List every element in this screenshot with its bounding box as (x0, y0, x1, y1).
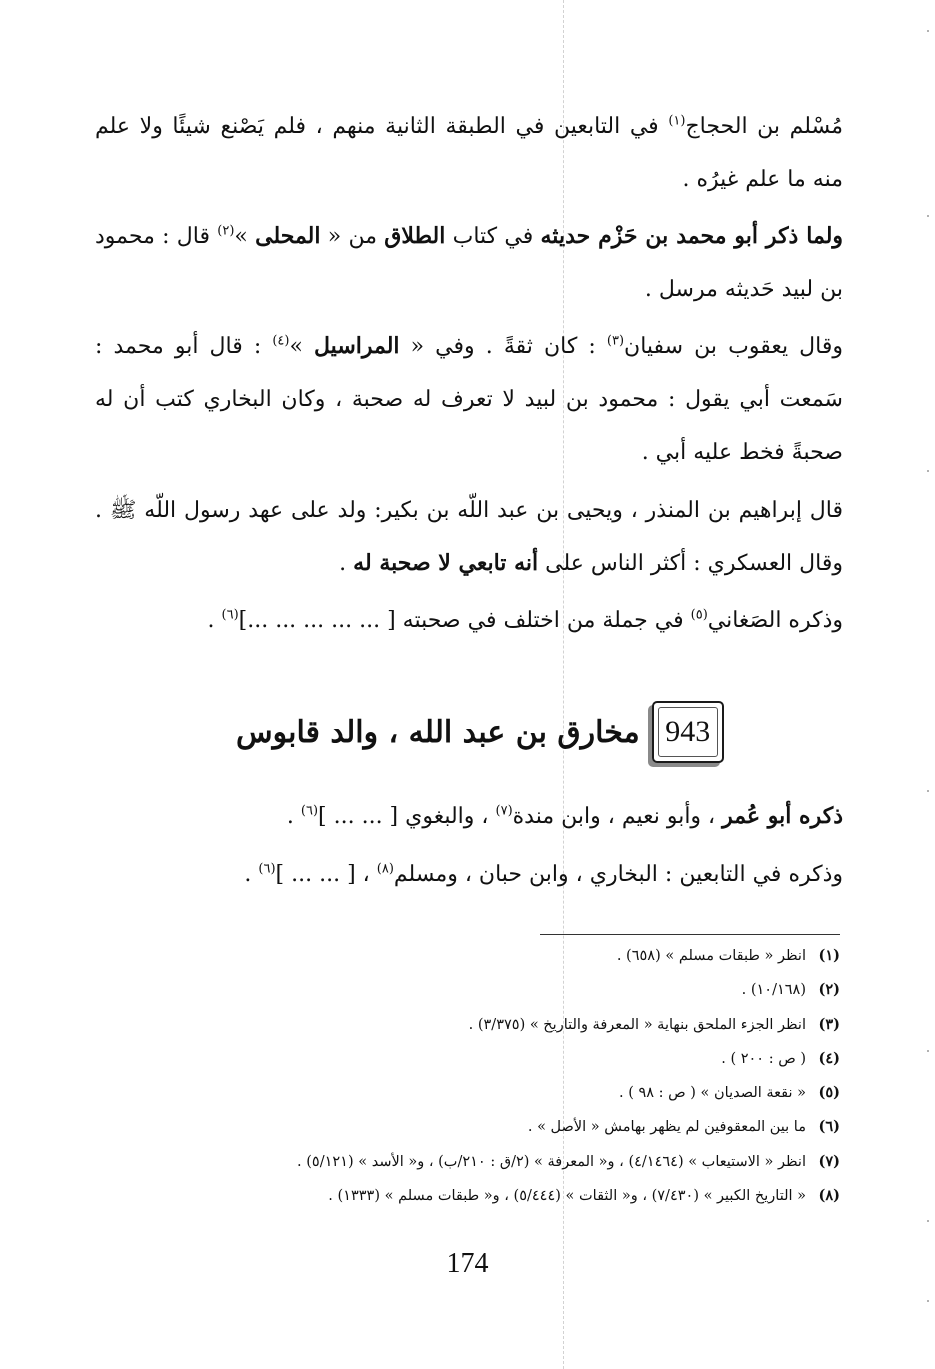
paragraph-text: : كان ثقةً . وفي « (399, 334, 607, 359)
footnote-number: (١) (818, 947, 840, 964)
book-title: المراسيل (314, 333, 400, 359)
paragraph-text: في التابعين في الطبقة الثانية منهم ، فلم يَصْنع شيئًا ولا علم منه ما علم غيرُه . (95, 114, 843, 192)
footnote-text: « نقعة الصديان » ( ص : ٩٨ ) . (618, 1085, 806, 1102)
footnote-item (95, 945, 840, 979)
footnotes (95, 945, 840, 1219)
book-title: المحلى (255, 223, 321, 249)
paragraph-text: من « (320, 224, 385, 249)
footnote-text: انظر « الاستيعاب » (٤/١٤٦٤) ، و« المعرفة » (٢/ق : ٢١٠/ب) ، و« الأسد » (٥/١٢١) . (297, 1153, 806, 1170)
entry-heading (236, 696, 724, 768)
bold-text: أنه تابعي لا صحبة له (353, 550, 539, 576)
paragraph-text: . (244, 862, 259, 887)
footnote-text: ما بين المعقوفين لم يظهر بهامش « الأصل » . (527, 1119, 806, 1136)
footnote-ref[interactable]: (٦) (300, 803, 319, 819)
entry-title: مخارق بن عبد الله ، والد قابوس (236, 714, 640, 750)
paragraph-ibn-hazm (95, 210, 843, 316)
footnote-divider (540, 934, 840, 935)
paragraph-text: في جملة من اختلف في صحبته [ ... ... ... ... ...] (238, 608, 691, 633)
footnote-item (95, 979, 840, 1013)
footnote-number: (٢) (818, 981, 840, 999)
footnote-ref[interactable]: (٧) (495, 803, 513, 819)
paragraph-saghani (95, 594, 843, 647)
paragraph-text: » (234, 224, 256, 249)
footnote-number: (٧) (818, 1152, 840, 1170)
paragraph-text: . (339, 551, 354, 576)
footnote-text: (١٠/١٦٨) . (741, 982, 806, 999)
bold-text: ذكره أبو عُمر (722, 803, 843, 829)
footnote-item (95, 1151, 840, 1185)
footnote-number: (٥) (818, 1084, 840, 1102)
bold-text: الطلاق (384, 223, 446, 249)
footnote-item (95, 1014, 840, 1048)
footnote-ref[interactable]: (١) (668, 113, 686, 129)
entry-number: 943 (665, 715, 711, 748)
paragraph-text: قال : محمود بن لبيد حَديثه مرسل . (95, 224, 843, 302)
paragraph-ibn-al-mundhir (95, 484, 843, 590)
page-number: 174 (446, 1248, 489, 1279)
scan-edge-marks (909, 0, 929, 1369)
footnote-ref[interactable]: (٢) (217, 223, 235, 239)
footnote-item (95, 1082, 840, 1116)
footnote-ref[interactable]: (٥) (690, 607, 708, 623)
footnote-number: (٤) (818, 1049, 840, 1067)
paragraph-text: . (207, 608, 222, 633)
paragraph-text: في كتاب (445, 224, 541, 249)
paragraph-text: ، والبغوي [ ... ... ] (318, 804, 496, 829)
paragraph-text: وقال يعقوب بن سفيان (624, 334, 843, 359)
paragraph-text: مُسْلم بن الحجاج (685, 114, 843, 139)
paragraph-text: . (286, 804, 301, 829)
footnote-ref[interactable]: (٦) (221, 607, 239, 623)
footnote-ref[interactable]: (٨) (376, 861, 394, 877)
paragraph-abu-umar (95, 790, 843, 843)
footnote-item (95, 1048, 840, 1082)
paragraph-text: ، وأبو نعيم ، وابن مندة (512, 804, 723, 829)
paragraph-yaqub (95, 320, 843, 479)
footnote-text: انظر « طبقات مسلم » (٦٥٨) . (616, 948, 806, 964)
paragraph-text: : قال أبو محمد : سَمعت أبي يقول : محمود بن لبيد لا تعرف له صحبة ، وكان البخاري كتب أن له صحبةً فخط عليه أبي . (95, 334, 843, 465)
paragraph-text: وذكره في التابعين : البخاري ، وابن حبان ، ومسلم (393, 862, 843, 887)
footnote-number: (٦) (818, 1118, 840, 1136)
footnote-item (95, 1185, 840, 1219)
footnote-number: (٣) (818, 1015, 840, 1033)
footnote-text: ( ص : ٢٠٠ ) . (721, 1050, 806, 1067)
paragraph-muslim (95, 100, 843, 206)
entry-number-box (652, 701, 724, 763)
footnote-text: انظر الجزء الملحق بنهاية « المعرفة والتاريخ » (٣/٣٧٥) . (468, 1016, 806, 1033)
footnote-ref[interactable]: (٤) (272, 333, 290, 349)
paragraph-text: » (289, 334, 315, 359)
paragraph-text: ، [ ... ... ] (275, 862, 377, 887)
footnote-ref[interactable]: (٣) (606, 333, 625, 349)
paragraph-tabiin (95, 848, 843, 901)
footnote-number: (٨) (818, 1187, 840, 1205)
footnote-text: « التاريخ الكبير » (٧/٤٣٠) ، و« الثقات » (٥/٤٤٤) ، و« طبقات مسلم » (١٣٣٣) . (328, 1188, 806, 1205)
footnote-item (95, 1116, 840, 1150)
footnote-ref[interactable]: (٦) (258, 861, 276, 877)
paragraph-text: وذكره الصَغاني (707, 608, 843, 633)
bold-text: ولما ذكر أبو محمد بن حَزْم حديثه (540, 223, 844, 249)
paragraph-text: قال إبراهيم بن المنذر ، ويحيى بن عبد اللّه بن بكير: ولد على عهد رسول اللّه ﷺ . وقال العسكري : أكثر الناس على (95, 498, 843, 576)
